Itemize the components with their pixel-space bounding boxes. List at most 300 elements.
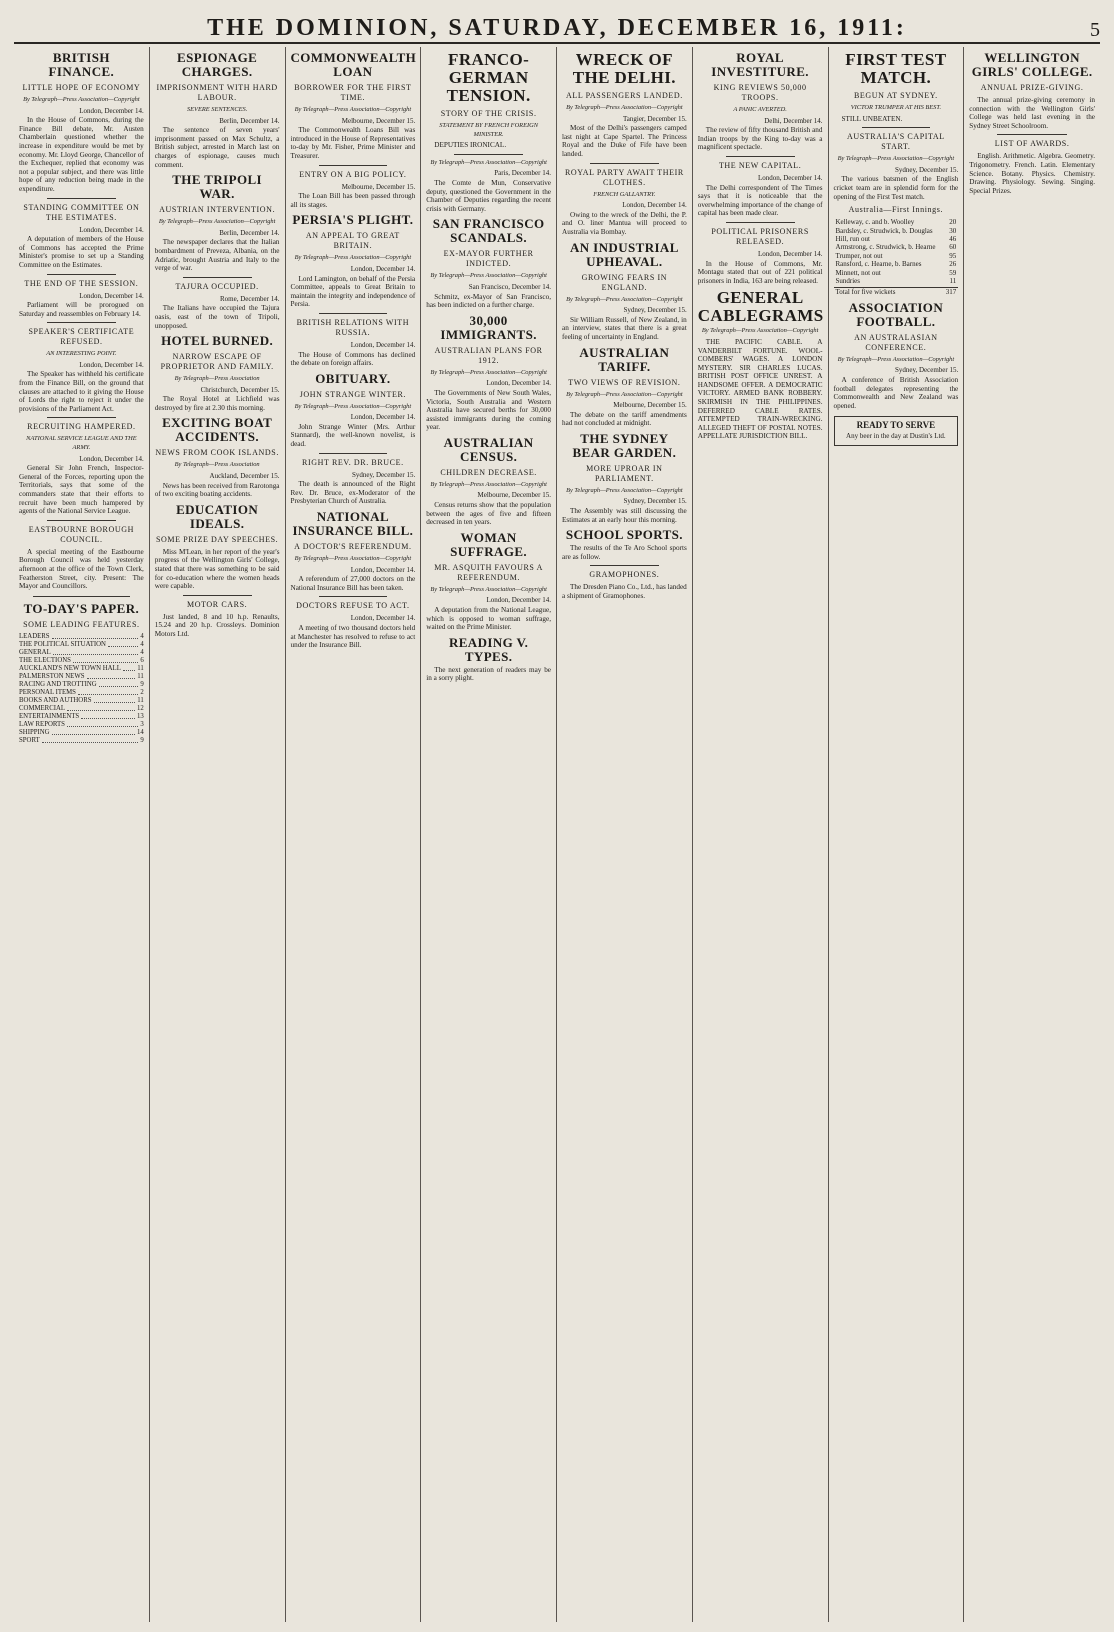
article: [426, 154, 551, 214]
article-deck: AUSTRIAN INTERVENTION.: [159, 205, 276, 215]
article: [698, 289, 823, 441]
column-7: [829, 47, 965, 1622]
article-headline: BRITISH FINANCE.: [48, 50, 115, 79]
article-dateline: London, December 14.: [757, 173, 823, 182]
article-dateline: Tangier, December 15.: [622, 114, 687, 123]
scorecard-title: Australia—First Innings.: [848, 205, 944, 215]
article-headline: FRANCO-GERMAN TENSION.: [446, 50, 531, 105]
toc-label: SPORT: [19, 736, 40, 744]
article-body: The debate on the tariff amendments had not concluded at midnight.: [562, 410, 687, 428]
article-body: The Royal Hotel at Lichfield was destroyed by fire at 2.30 this morning.: [154, 395, 280, 412]
article: [155, 503, 280, 591]
article-deck: MOTOR CARS.: [187, 599, 248, 609]
runs: 20: [949, 218, 957, 227]
article-dateline: Sydney, December 15.: [623, 306, 687, 315]
article: [562, 51, 687, 159]
toc-item: [19, 665, 144, 673]
article-deck: THE END OF THE SESSION.: [24, 278, 139, 288]
article-deck: BEGUN AT SYDNEY.: [853, 91, 938, 100]
article-body: The next generation of readers may be in a sorry plight.: [426, 665, 551, 683]
article-headline: PERSIA'S PLIGHT.: [292, 212, 414, 228]
article-body: Sir William Russell, of New Zealand, in an interview, states that there is a great feeling of uncertainty in England.: [562, 315, 687, 341]
article-body: Owing to the wreck of the Delhi, the P. and O. liner Mantua will proceed to Australia via Bombay.: [562, 210, 687, 236]
toc-label: ENTERTAINMENTS: [19, 712, 80, 720]
article-deck: TWO VIEWS OF REVISION.: [568, 377, 681, 387]
article: [969, 134, 1095, 195]
toc-item: [19, 721, 144, 729]
article: [19, 274, 144, 319]
score-row: [834, 243, 959, 251]
total-runs: 317: [945, 288, 957, 297]
toc-leader: [42, 737, 139, 743]
article: [291, 453, 416, 506]
divider: [590, 163, 659, 164]
article: [426, 531, 551, 632]
article-headline: OBITUARY.: [315, 370, 391, 386]
article-dateline: Paris, December 14.: [494, 169, 551, 178]
toc-leader: [94, 697, 136, 703]
article-deck: BRITISH RELATIONS WITH RUSSIA.: [296, 317, 410, 337]
article-headline: THE SYDNEY BEAR GARDEN.: [572, 430, 677, 460]
article-dateline: London, December 14.: [486, 379, 551, 388]
article-credit: By Telegraph—Press Association—Copyright: [430, 585, 547, 593]
article: [562, 163, 687, 237]
article-credit: FRENCH GALLANTRY.: [593, 190, 656, 198]
toc-leader: [53, 649, 139, 655]
toc-page: 11: [137, 664, 144, 672]
toc-label: THE ELECTIONS: [19, 656, 71, 664]
article-dateline: London, December 14.: [79, 454, 144, 463]
toc-item: [19, 737, 144, 745]
article-deck: IMPRISONMENT WITH HARD LABOUR.: [156, 83, 278, 102]
article-body: The Delhi correspondent of The Times says that it is noticeable that the overwhelming importance of the change of capital has been made clear.: [697, 183, 823, 218]
article-dateline: Rome, December 14.: [220, 294, 280, 303]
toc-list: [19, 633, 144, 745]
divider: [183, 595, 252, 596]
batsman: Bardsley, c. Strudwick, b. Douglas: [835, 226, 933, 235]
column-2: [150, 47, 286, 1622]
article-credit: NATIONAL SERVICE LEAGUE AND THE ARMY.: [26, 435, 137, 452]
article-deck: ANNUAL PRIZE-GIVING.: [980, 83, 1084, 92]
article-headline: SAN FRANCISCO SCANDALS.: [432, 216, 545, 246]
toc-leader: [67, 721, 138, 727]
article-dateline: Sydney, December 15.: [623, 497, 687, 506]
article-body: The sentence of seven years' imprisonment passed on Max Schultz, a British subject, arrested in March last on charges of espionage, causes much comment.: [154, 126, 280, 169]
runs: 59: [949, 268, 957, 277]
article-credit: By Telegraph—Press Association—Copyright: [294, 254, 412, 262]
article-credit: A PANIC AVERTED.: [733, 106, 787, 113]
divider: [47, 198, 116, 199]
article: [19, 520, 144, 591]
article-credit: By Telegraph—Press Association—Copyright: [294, 106, 412, 113]
toc-item: [19, 689, 144, 697]
article-deck: EASTBOURNE BOROUGH COUNCIL.: [28, 524, 134, 544]
divider: [726, 222, 795, 223]
toc-leader: [73, 657, 138, 663]
toc-label: PERSONAL ITEMS: [19, 688, 76, 696]
column-6: [693, 47, 829, 1622]
article-body: A meeting of two thousand doctors held at Manchester has resolved to refuse to act under the Insurance Bill.: [290, 624, 416, 650]
article-credit: STATEMENT BY FRENCH FOREIGN MINISTER.: [439, 122, 538, 138]
article-body: In the House of Commons, during the Finance Bill debate, Mr. Austen Chamberlain questioned whether the increase in expenditure would be met by economy. Mr. Lloyd George, Chancellor of the Exchequer, replied that economy was not a popular subject, and there was little hope of any reduction being made in the expenditure.: [19, 116, 144, 193]
toc-label: SHIPPING: [19, 728, 50, 736]
article-dateline: Melbourne, December 15.: [613, 401, 687, 410]
toc-subheading: SOME LEADING FEATURES.: [23, 619, 140, 629]
toc-item: [19, 641, 144, 649]
article-deck: DOCTORS REFUSE TO ACT.: [296, 601, 410, 611]
runs: 60: [949, 243, 957, 252]
toc-page: 14: [136, 728, 144, 736]
article-headline: THE TRIPOLI WAR.: [172, 172, 263, 202]
article-dateline: London, December 14.: [350, 413, 416, 422]
article: [291, 165, 416, 210]
article-body: Most of the Delhi's passengers camped last night at Cape Spartel. The Princess Royal and the Duke of Fife have been landed.: [562, 124, 687, 158]
toc-leader: [87, 673, 136, 679]
article-deck: GRAMOPHONES.: [589, 570, 660, 580]
toc-leader: [81, 713, 135, 719]
article: [834, 301, 959, 411]
article: [834, 127, 959, 201]
divider: [183, 277, 252, 278]
divider: [319, 596, 388, 597]
scorecard: [834, 205, 959, 297]
article-body: Schmitz, ex-Mayor of San Francisco, has been indicted on a further charge.: [426, 292, 551, 310]
article-deck: EX-MAYOR FURTHER INDICTED.: [443, 249, 534, 269]
article-credit: By Telegraph—Press Association—Copyright: [430, 158, 547, 166]
runs: 46: [949, 234, 957, 243]
article-credit: By Telegraph—Press Association: [174, 375, 260, 383]
article-deck: GROWING FEARS IN ENGLAND.: [581, 272, 668, 292]
article: [291, 213, 416, 309]
article-headline: NATIONAL INSURANCE BILL.: [292, 509, 414, 539]
column-4: [421, 47, 557, 1622]
article-deck: BORROWER FOR THE FIRST TIME.: [294, 83, 412, 102]
article-body: The Assembly was still discussing the Estimates at an early hour this morning.: [562, 507, 687, 524]
article-credit: By Telegraph—Press Association—Copyright: [430, 368, 547, 376]
article-deck: A DOCTOR'S REFERENDUM.: [294, 542, 412, 552]
toc-page: 12: [136, 704, 144, 712]
toc-label: BOOKS AND AUTHORS: [19, 696, 92, 704]
article-dateline: Christchurch, December 15.: [200, 385, 280, 394]
article: [291, 596, 416, 649]
article-body: The results of the Te Aro School sports are as follow.: [562, 544, 687, 561]
article-dateline: London, December 14.: [79, 225, 144, 234]
toc-item: [19, 649, 144, 657]
column-1: [14, 47, 150, 1622]
score-row: [834, 269, 959, 277]
article-headline: COMMONWEALTH LOAN: [290, 50, 417, 79]
toc-leader: [52, 729, 135, 735]
article: [426, 314, 551, 432]
article-deck: ROYAL PARTY AWAIT THEIR CLOTHES.: [564, 167, 684, 187]
toc-item: [19, 657, 144, 665]
article-body: The Loan Bill has been passed through all its stages.: [290, 192, 416, 209]
score-row: [834, 260, 959, 268]
article-dateline: Sydney, December 15.: [351, 470, 416, 479]
batsman: Hill, run out: [835, 234, 870, 243]
article: [426, 636, 551, 683]
article-deck: TAJURA OCCUPIED.: [175, 281, 259, 291]
article-credit: By Telegraph—Press Association—Copyright: [294, 402, 412, 410]
article-body: John Strange Winter (Mrs. Arthur Stannard), the well-known novelist, is dead.: [290, 422, 416, 449]
article-credit: By Telegraph—Press Association—Copyright: [837, 155, 955, 163]
article: [19, 322, 144, 413]
toc-item: [19, 673, 144, 681]
article-dateline: London, December 14.: [486, 596, 551, 605]
article-body: The Dresden Piano Co., Ltd., has landed a shipment of Gramophones.: [562, 583, 687, 601]
article-credit: By Telegraph—Press Association—Copyright: [566, 295, 683, 303]
article-credit: By Telegraph—Press Association—Copyright: [430, 480, 547, 488]
article-headline: SCHOOL SPORTS.: [565, 527, 683, 543]
divider: [47, 417, 116, 418]
article-dateline: Delhi, December 14.: [764, 116, 823, 125]
article-credit: By Telegraph—Press Association—Copyright: [701, 327, 819, 335]
article-deck: SOME PRIZE DAY SPEECHES.: [155, 534, 279, 544]
article-dateline: Sydney, December 15.: [894, 366, 959, 375]
article-body: A deputation of members of the House of Commons has accepted the Prime Minister's promise to set up a Standing Committee on the Estimates.: [19, 235, 144, 269]
article-body: Lord Lamington, on behalf of the Persia Committee, appeals to Great Britain to maintain the integrity and independence of Persia.: [290, 274, 416, 309]
divider: [454, 154, 523, 155]
article-credit: VICTOR TRUMPER AT HIS BEST.: [850, 104, 942, 111]
article-deck: LIST OF AWARDS.: [994, 139, 1070, 149]
toc-leader: [123, 665, 135, 671]
article-body: A special meeting of the Eastbourne Borough Council was held yesterday afternoon at the office of the Town Clerk, Featherston Street, city. Present: The Mayor and Councillors.: [19, 547, 144, 591]
article-deck: LITTLE HOPE OF ECONOMY: [22, 83, 141, 92]
column-3: [286, 47, 422, 1622]
article: [291, 313, 416, 368]
toc-label: COMMERCIAL: [19, 704, 66, 712]
column-5: [557, 47, 693, 1622]
page-number: 5: [1090, 19, 1100, 41]
article-headline: AUSTRALIAN CENSUS.: [443, 434, 534, 464]
article-body: The various batsmen of the English cricket team are in splendid form for the opening of the First Test match.: [833, 175, 959, 201]
article-deck: SPEAKER'S CERTIFICATE REFUSED.: [28, 327, 135, 347]
article-credit: AN INTERESTING POINT.: [46, 350, 117, 358]
score-row: [834, 252, 959, 260]
article: [834, 51, 959, 123]
score-row: [834, 277, 959, 285]
divider: [319, 165, 388, 166]
article-deck: NEWS FROM COOK ISLANDS.: [155, 448, 279, 458]
article: [155, 416, 280, 498]
article-body: The Commonwealth Loans Bill was introduced in the House of Representatives to-day by Mr. Fisher, Prime Minister and Treasurer.: [290, 126, 416, 160]
article-deck: KING REVIEWS 50,000 TROOPS.: [713, 83, 807, 102]
article-body: Just landed, 8 and 10 h.p. Renaults, 15.24 and 20 h.p. Crossleys. Dominion Motors Ltd.: [154, 612, 280, 638]
runs: 95: [949, 251, 957, 260]
article: [562, 346, 687, 428]
article-body: Census returns show that the population between the ages of five and fifteen decreased in ten years.: [426, 501, 551, 527]
article-headline: WRECK OF THE DELHI.: [572, 50, 676, 87]
article: [19, 51, 144, 194]
article: [562, 565, 687, 600]
article-body: General Sir John French, Inspector-General of the Forces, reporting upon the Territorials, says that some of the commanders state that their efforts to recruit have been much hampered by agents of the National Service League.: [19, 464, 144, 516]
article-headline: AN INDUSTRIAL UPHEAVAL.: [569, 239, 679, 269]
toc-leader: [52, 633, 139, 639]
divider: [862, 127, 931, 128]
article: [155, 277, 280, 330]
article-credit: By Telegraph—Press Association—Copyright: [294, 555, 412, 563]
runs: 30: [949, 226, 957, 235]
divider: [33, 596, 130, 597]
article-dateline: Melbourne, December 15.: [341, 182, 416, 191]
article-headline: AUSTRALIAN TARIFF.: [579, 344, 670, 374]
divider: [47, 322, 116, 323]
toc-leader: [99, 681, 139, 687]
article-deck: AUSTRALIA'S CAPITAL START.: [846, 132, 945, 152]
article-dateline: London, December 14.: [757, 249, 823, 258]
article-dateline: London, December 14.: [79, 106, 144, 115]
article-dateline: London, December 14.: [79, 360, 144, 369]
toc-leader: [67, 705, 135, 711]
toc-heading: TO-DAY'S PAPER.: [23, 600, 140, 616]
article-body: The review of fifty thousand British and Indian troops by the King to-day was a magnificent spectacle.: [697, 126, 823, 152]
toc-leader: [108, 641, 138, 647]
article-credit: By Telegraph—Press Association—Copyright: [23, 96, 140, 103]
article-dateline: Berlin, December 14.: [219, 116, 280, 125]
toc-page: 2: [140, 688, 144, 696]
runs: 11: [949, 277, 957, 285]
article-dateline: London, December 14.: [622, 201, 687, 210]
divider: [319, 313, 388, 314]
score-total: [834, 287, 959, 296]
article-headline: ESPIONAGE CHARGES.: [177, 50, 258, 79]
toc-item: [19, 713, 144, 721]
toc-label: LAW REPORTS: [19, 720, 65, 728]
toc-page: 11: [137, 672, 144, 680]
score-row: [834, 218, 959, 226]
article: [155, 595, 280, 639]
toc-item: [19, 697, 144, 705]
toc-page: 9: [140, 736, 144, 744]
divider: [47, 520, 116, 521]
article: [291, 510, 416, 592]
toc-item: [19, 729, 144, 737]
article-dateline: Melbourne, December 15.: [477, 491, 551, 500]
article-deck: STORY OF THE CRISIS.: [440, 109, 537, 118]
article-headline: ASSOCIATION FOOTBALL.: [848, 299, 944, 329]
article-body: English. Arithmetic. Algebra. Geometry. Trigonometry. French. Latin. Elementary Science. Botany. Physics. Chemistry. Drawing. Physiology. Sewing. Singing. Special Prizes.: [969, 152, 1095, 195]
article: [291, 372, 416, 449]
article: [155, 334, 280, 412]
article-dateline: Auckland, December 15.: [209, 472, 280, 481]
article-headline: 30,000 IMMIGRANTS.: [440, 312, 537, 342]
toc-page: 3: [140, 720, 144, 728]
article: [969, 51, 1095, 130]
divider: [997, 134, 1067, 135]
article-credit: By Telegraph—Press Association—Copyright: [837, 355, 955, 363]
article-deck: RIGHT REV. DR. BRUCE.: [302, 457, 404, 467]
runs: 26: [949, 260, 957, 269]
article: [426, 436, 551, 527]
article-body: The Italians have occupied the Tajura oasis, east of the town of Tripoli, unopposed.: [154, 304, 280, 330]
article-body: The annual prize-giving ceremony in connection with the Wellington Girls' College was held last evening in the Sydney Street Schoolroom.: [969, 96, 1095, 130]
divider: [47, 274, 116, 275]
toc-item: [19, 633, 144, 641]
article-headline: READING V. TYPES.: [448, 634, 529, 664]
article-headline: EXCITING BOAT ACCIDENTS.: [162, 415, 273, 445]
batsman: Armstrong, c. Strudwick, b. Hearne: [835, 243, 936, 252]
article-dateline: London, December 14.: [350, 565, 416, 574]
article-deck: MORE UPROAR IN PARLIAMENT.: [586, 463, 663, 483]
score-row: [834, 227, 959, 235]
article-deck: RECRUITING HAMPERED.: [27, 422, 136, 432]
article-body: A referendum of 27,000 doctors on the National Insurance Bill has been taken.: [290, 575, 416, 592]
article-body: Parliament will be prorogued on Saturday and reassembles on February 14.: [19, 301, 144, 318]
toc-page: 13: [136, 712, 144, 720]
article-credit: By Telegraph—Press Association—Copyright: [566, 104, 683, 111]
columns: [14, 47, 1100, 1622]
ad-title: READY TO SERVE: [856, 420, 936, 431]
score-row: [834, 235, 959, 243]
article-body: The Speaker has withheld his certificate from the Finance Bill, on the ground that clauses are attached to it giving the House of Lords the right to reject it under the provisions of the Parliament Act.: [19, 370, 144, 413]
toc-item: [19, 681, 144, 689]
article: [698, 51, 823, 152]
article-body: A conference of British Association football delegates representing the Commonwealth and New Zealand was opened.: [833, 376, 959, 410]
article-deck: THE NEW CAPITAL.: [718, 160, 802, 170]
article-credit: By Telegraph—Press Association—Copyright: [566, 390, 683, 398]
toc-page: 6: [140, 656, 144, 664]
divider: [726, 156, 795, 157]
article-dateline: Sydney, December 15.: [894, 165, 959, 174]
article-dateline: San Francisco, December 14.: [468, 282, 551, 291]
article-body: The House of Commons has declined the debate on foreign affairs.: [290, 350, 416, 368]
article-deck: STANDING COMMITTEE ON THE ESTIMATES.: [23, 202, 140, 222]
article-headline: WOMAN SUFFRAGE.: [450, 529, 528, 559]
article-deck: JOHN STRANGE WINTER.: [299, 389, 407, 399]
divider: [319, 453, 388, 454]
article-body: Miss M'Lean, in her report of the year's progress of the Wellington Girls' College, stated that there was something to be said for co-education where the women heads were capable.: [154, 547, 280, 591]
article-headline: EDUCATION IDEALS.: [176, 501, 259, 531]
article-credit: By Telegraph—Press Association—Copyright: [566, 486, 683, 494]
article: [19, 198, 144, 270]
article-dateline: Berlin, December 14.: [219, 228, 280, 237]
toc-label: LEADERS: [19, 632, 50, 640]
article-credit: By Telegraph—Press Association—Copyright: [430, 272, 547, 280]
article-deck: AN APPEAL TO GREAT BRITAIN.: [305, 231, 400, 251]
article-deck: ENTRY ON A BIG POLICY.: [299, 169, 407, 179]
article: [426, 217, 551, 309]
masthead: [14, 8, 1100, 44]
toc-label: AUCKLAND'S NEW TOWN HALL: [19, 664, 121, 672]
article-body: A deputation from the National League, which is opposed to woman suffrage, waited on the Prime Minister.: [426, 606, 551, 632]
total-label: Total for five wickets: [835, 288, 896, 297]
article-deck: MR. ASQUITH FAVOURS A REFERENDUM.: [434, 562, 544, 582]
batsman: Trumper, not out: [835, 251, 883, 260]
article-headline: GENERAL CABLEGRAMS: [697, 288, 824, 326]
article: [155, 173, 280, 273]
article-headline: HOTEL BURNED.: [161, 333, 274, 349]
toc-page: 9: [140, 680, 144, 688]
toc-label: THE POLITICAL SITUATION: [19, 640, 106, 648]
article-deck: NARROW ESCAPE OF PROPRIETOR AND FAMILY.: [160, 352, 274, 372]
article-headline: WELLINGTON GIRLS' COLLEGE.: [971, 50, 1093, 79]
article-headline: ROYAL INVESTITURE.: [711, 50, 809, 79]
toc-page: 4: [140, 648, 144, 656]
article-credit: By Telegraph—Press Association—Copyright: [158, 218, 276, 226]
article: [698, 156, 823, 218]
article-dateline: London, December 14.: [350, 264, 416, 273]
article-body: The newspaper declares that the Italian bombardment of Preveza, Albania, on the Adriatic, brought Austria and Italy to the verge of war.: [154, 238, 280, 273]
toc-label: GENERAL: [19, 648, 51, 656]
toc-page: 11: [137, 696, 144, 704]
article-dateline: London, December 14.: [350, 340, 416, 349]
article-body: DEPUTIES IRONICAL.: [434, 141, 507, 150]
ad-text: Any beer in the day at Dustin's Ltd.: [846, 431, 946, 440]
batsman: Minnett, not out: [835, 268, 881, 277]
article-deck: ALL PASSENGERS LANDED.: [565, 91, 683, 100]
article: [562, 432, 687, 524]
article: [698, 222, 823, 285]
